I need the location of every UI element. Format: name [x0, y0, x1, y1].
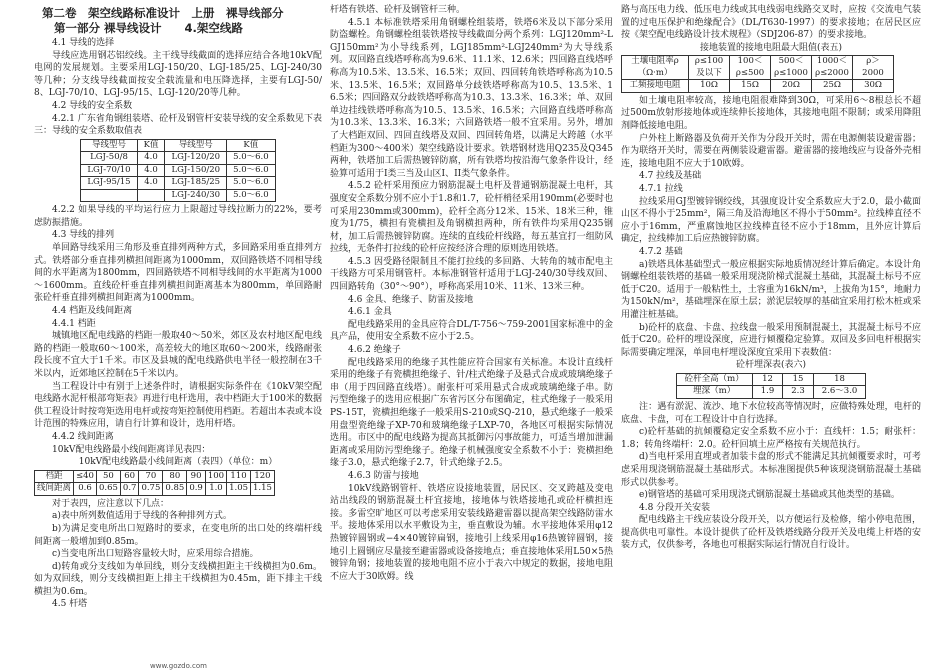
paragraph: 10kV线路钢管杆、铁塔应设接地装置，居民区、交叉跨越及变电站出线段的钢筋混凝土杆宜接地，接地体与铁塔接地孔或砼杆横担连接。多雷空旷地区可以考虑采用安装线路避雷器以提高架空线路防雷水平。接地体采用以水平敷设为主，垂直敷设为辅。水平接地体采用φ12热镀锌圆钢或−4×40镀锌扁钢，接地引上线采用φ16热镀锌圆钢，接地引上圆钢应尽量接至避雷器或设备接地点；垂直接地体采用L50×5热镀锌角钢；接地装置的接地电阻不应小于表六中规定的数据，接地电阻不应大于30欧姆。线 — [330, 483, 613, 582]
paragraph: e)钢管塔的基础可采用现浇式钢筋混凝土基础或其他类型的基础。 — [639, 490, 900, 501]
table-cell: ≤40 — [74, 470, 97, 483]
table-cell: 25Ω — [812, 80, 853, 93]
table-cell: 2.3 — [783, 386, 814, 399]
table-caption: 砼杆埋深表(表六) — [735, 360, 807, 371]
table-row — [81, 139, 275, 152]
table-caption: 10kV配电线路最小线间距离（表四）（单位：m） — [78, 457, 278, 468]
table-row — [35, 483, 275, 496]
table-cell — [137, 189, 165, 202]
paragraph: 户外柱上断路器及负荷开关作为分段开关时，需在电源侧装设避雷器；作为联络开关时，需要在两侧装设避雷器。避雷器的接地线应与设备外壳相连，接地电阻不应大于10欧姆。 — [621, 133, 921, 169]
paragraph: 路与高压电力线、低压电力线或其电线弱电线路交叉时，应按《交流电气装置的过电压保护和绝缘配合》（DL/T630-1997）的要求接地；在居民区应按《架空配电线路设计技术规程》（SDJ206-87）的要求接地。 — [621, 5, 921, 41]
table-row — [35, 470, 275, 483]
table-cell: 12 — [752, 373, 783, 386]
table-cell: 0.7 — [120, 483, 139, 496]
paragraph: 配电线路主干线应装设分段开关，以方便运行及检修，缩小停电范围，提高供电可靠性。本设计提供了砼杆及铁塔线路分段开关及电缆上杆塔的安装方式，仅供参考，各地也可根据实际运行情况自行设计。 — [621, 515, 921, 551]
table-cell: 80 — [163, 470, 187, 483]
footer-url: www.gozdo.com — [150, 662, 207, 670]
heading-4-6: 4.6 金具、绝缘子、防雷及接地 — [348, 294, 474, 305]
table-cell: 4.0 — [137, 177, 165, 190]
table-row — [622, 80, 894, 93]
paragraph: 4.5.1 本标准铁塔采用角钢螺栓组装塔，铁塔6米及以下部分采用防盗螺栓。角钢螺栓组装铁塔按导线截面分两个系列：LGJ120mm²-LGJ150mm²为小导线系列，LGJ185mm²-LGJ240mm²为大导线系列。双回路直线塔呼称高为9.6米、11.1米、12.6米；四回路直线塔呼称高为10.5米、13.5米、16.5米；双回、四回转角铁塔呼称高为10.5米、13.5米、16.5米；双回路单分歧铁塔呼称高为10.5、13.5米、16.5米；四回路双分歧铁塔呼称高为10.3、13.3米、16.3米；单、双回单边挂线铁塔呼称高为10.5、13.5米、16.5米；六回路直线塔呼称高为10.3米、13.3米、16.3米；六回路铁塔一般不宜采用。另外，增加了大档距双回、四回直线塔及双回、四回转角塔，以满足大跨越（水平档距为300～400米）架空线路设计要求。铁塔钢材选用Q235及Q345两种，铁塔加工后需热镀锌防腐，所有铁塔均按沿海气象条件设计，经验算可适用于I类三当及山区I、II类气象条件。 — [330, 17, 613, 179]
table-cell: 1.15 — [251, 483, 275, 496]
table-cell: LGJ-240/30 — [165, 189, 227, 202]
table-cell: 0.9 — [187, 483, 206, 496]
table-cell: 1000＜ρ≤2000 — [812, 56, 853, 80]
table-cell: 15 — [783, 373, 814, 386]
list-item: d)转角或分支线如为单回线，则分支线横担距主干线横担为0.6m。如为双回线，则分支线横担距上排主干线横担为0.45m，距下排主干线横担为0.6m。 — [34, 561, 322, 597]
paragraph: 4.2.2 如果导线的平均运行应力上限超过导线拉断力的22%，要考虑防振措施。 — [34, 205, 322, 228]
paragraph: a)铁塔具体基础型式一般应根据实际地质情况经计算后确定。本设计角钢螺栓组装铁塔的基础一般采用现浇阶梯式混凝土基础，其混凝土标号不应低于C20。适用于一般粘性土，土容重为16kN/m³，上拔角为15°，地耐力为150kN/m²，基础埋深在原土层；淤泥层较厚的基础宜采用打松木桩或采用灌注桩基础。 — [621, 259, 921, 320]
paragraph: d)当电杆采用直埋或者加装卡盘的形式不能满足其抗倾覆要求时，可考虑采用现浇钢筋混凝土基础形式。本标准图提供5种该现浇钢筋混凝土基础形式以供参考。 — [621, 452, 921, 488]
paragraph: 配电线路采用的金具应符合DL/T-756～759-2001国家标准中的金具产品，使用安全系数不应小于2.5。 — [330, 319, 613, 343]
table-cell: 4.0 — [137, 164, 165, 177]
line-spacing-table — [34, 470, 275, 496]
table-row — [81, 177, 275, 190]
table-cell: 5.0～6.0 — [227, 164, 276, 177]
table-cell: 100＜ρ≤500 — [730, 56, 771, 80]
table-cell: 工频接地电阻 — [622, 80, 689, 93]
table-cell: 1.05 — [227, 483, 251, 496]
table-cell: 埋深（m） — [676, 386, 752, 399]
list-item: a)表中所列数值适用于导线的各种排列方式。 — [52, 511, 232, 522]
table-cell: 100 — [205, 470, 226, 483]
table-cell: LGJ-120/20 — [165, 152, 227, 165]
table-cell: ρ≤100及以下 — [689, 56, 730, 80]
paragraph: 如土壤电阻率较高，接地电阻很难降到30Ω，可采用6～8根总长不超过500m放射形接地体或连续伸长接地体，其接地电阻不限制；或采用降阻剂降低接地电阻。 — [621, 95, 921, 132]
table-cell: 15Ω — [730, 80, 771, 93]
heading-4-8: 4.8 分段开关安装 — [639, 502, 711, 513]
table-cell: 90 — [187, 470, 206, 483]
heading-4-2: 4.2 导线的安全系数 — [52, 100, 133, 111]
table-cell: LGJ-95/15 — [81, 177, 137, 190]
table-cell: 500＜ρ≤1000 — [771, 56, 812, 80]
list-item: c)当变电所出口短路容量较大时，应采用综合措施。 — [52, 549, 259, 560]
paragraph: 单回路导线采用三角形及垂直排列两种方式，多回路采用垂直排列方式。铁塔部分垂直排列横担间距离为1000mm，双回路铁塔不同相导线间的水平距离为1800mm，四回路铁塔不同相导线间的水平距离为1000～1600mm。直线砼杆垂直排列横担间距离基本为800mm，单回路耐张砼杆垂直排列横担间距离为1000mm。 — [34, 243, 322, 304]
table-row — [81, 189, 275, 202]
safety-factor-table — [80, 139, 275, 203]
table-row — [622, 56, 894, 80]
table-cell: 2.6～3.0 — [813, 386, 866, 399]
table-row — [81, 164, 275, 177]
heading-4-4-2: 4.4.2 线间距离 — [52, 431, 114, 442]
heading-4-4: 4.4 档距及线间距离 — [52, 306, 133, 316]
table-caption: 接地装置的接地电阻最大阻值(表五) — [699, 42, 843, 53]
heading-4-3: 4.3 导线的排列 — [52, 230, 115, 241]
paragraph: 杆塔有铁塔、砼杆及钢管杆三种。 — [330, 5, 466, 15]
table-row — [81, 152, 275, 165]
pole-depth-table — [676, 373, 867, 399]
table-cell: 20Ω — [771, 80, 812, 93]
table-cell: 导线型号 — [165, 139, 227, 152]
table-cell: LGJ-150/20 — [165, 164, 227, 177]
paragraph: 4.5.3 因受路径限制且不能打拉线的多回路、大转角的城市配电主干线路方可采用钢管杆。本标准钢管杆适用于LGJ-240/30导线双回、四回路转角（30°～90°），呼称高采用10米、11米、13米三种。 — [330, 256, 613, 293]
table-cell: ρ＞2000 — [853, 56, 894, 80]
table-cell: 0.65 — [96, 483, 120, 496]
heading-4-6-2: 4.6.2 绝缘子 — [348, 345, 401, 356]
paragraph: 城镇地区配电线路的档距一般取40～50米，郊区及农村地区配电线路的档距一般取60～100米，高差较大的地区取60～200米，线路耐张段长度不宜大于1千米。市区及县城的配电线路供电半径一般控制在3千米以内，近郊地区控制在5千米以内。 — [34, 331, 322, 379]
heading-4-5: 4.5 杆塔 — [52, 599, 88, 610]
table-cell: 土壤电阻率ρ（Ω·m） — [622, 56, 689, 80]
paragraph: 对于表四，应注意以下几点： — [52, 498, 170, 509]
table-cell: 120 — [251, 470, 275, 483]
table-cell: 5.0～6.0 — [227, 189, 276, 202]
paragraph: 配电线路采用的绝缘子其性能应符合国家有关标准。本设计直线杆采用的绝缘子有瓷横担绝缘子、针/柱式绝缘子及悬式合成或玻璃绝缘子串（用于四回路直线塔）。耐张杆可采用悬式合成或玻璃绝缘子串。防污型绝缘子的选用应根据广东省污区分布图确定，柱式绝缘子一般采用PS-15T，瓷横担绝缘子一般采用S-210或SQ-210，悬式绝缘子一般采用盘型瓷绝缘子XP-70和玻璃绝缘子LXP-70，各地区可根据实际情况选用。市区中的配电线路为提高其抵御污闪事故能力，可适当增加泄漏距离或采用防污型绝缘子。绝缘子机械强度安全系数不小于：瓷横担绝缘子3.0，悬式绝缘子2.7，针式绝缘子2.5。 — [330, 357, 613, 469]
table-cell: 18 — [813, 373, 866, 386]
table-cell: 砼杆全高（m） — [676, 373, 752, 386]
page-title: 第二卷 架空线路标准设计 上册 裸导线部分 — [42, 6, 284, 20]
paragraph: 10kV配电线路最小线间距离详见表四： — [52, 444, 211, 455]
table-cell: K值 — [137, 139, 165, 152]
table-cell: 1.0 — [205, 483, 226, 496]
table-cell: 线间距离 — [35, 483, 74, 496]
heading-4-7-2: 4.7.2 基础 — [639, 247, 683, 257]
column-1 — [34, 0, 322, 611]
paragraph: 拉线采用GJ型镀锌钢绞线，其强度设计安全系数应大于2.0，最小截面山区不得小于25mm²，隔三角及沿海地区不得小于50mm²。拉线棒直径不应小于16mm，严重腐蚀地区拉线棒直径不应小于18mm，且外应计算后确定，拉线棒加工后应热镀锌防腐。 — [621, 196, 921, 245]
table-cell: LGJ-185/25 — [165, 177, 227, 190]
heading-4-4-1: 4.4.1 档距 — [52, 318, 96, 329]
heading-4-1: 4.1 导线的选择 — [52, 38, 115, 48]
list-item: b)为满足变电所出口短路时的要求，在变电所的出口处的终端杆线间距离一般增加到0.85m。 — [34, 523, 322, 547]
column-3 — [621, 0, 921, 552]
table-cell: 5.0～6.0 — [227, 152, 276, 165]
table-cell — [81, 189, 137, 202]
paragraph: b)砼杆的底盘、卡盘、拉线盘一般采用预制混凝土，其混凝土标号不应低于C20。砼杆的埋设深度，应进行倾覆稳定验算。双回及多回电杆根据实际需要确定埋深，单回电杆埋设深度宜采用下表数值： — [621, 322, 921, 358]
table-cell: 0.75 — [139, 483, 163, 496]
paragraph: 4.2.1 广东省角钢组装塔、砼杆及钢管杆安装导线的安全系数见下表三：导线的安全系数取值表 — [34, 113, 322, 137]
paragraph: 导线应选用钢芯铝绞线。主干线导线截面的选择应结合各地10kV配电网的发展规划。主要采用LGJ-150/20、LGJ-185/25、LGJ-240/30等几种；分支线导线截面按安全载流量和电压降选择，主要有LGJ-50/8、LGJ-70/10、LGJ-95/15、LGJ-120/20等几种。 — [34, 50, 322, 99]
table-cell: 1.9 — [752, 386, 783, 399]
heading-4-6-1: 4.6.1 金具 — [348, 307, 392, 318]
table-cell: 50 — [96, 470, 120, 483]
table-cell: 30Ω — [853, 80, 894, 93]
table-cell: 10Ω — [689, 80, 730, 93]
grounding-resistance-table — [621, 55, 894, 93]
heading-4-7: 4.7 拉线及基础 — [639, 171, 702, 182]
paragraph: 当工程设计中有别于上述条件时，请根据实际条件在《10kV架空配电线路水泥杆根部弯矩表》再进行电杆选用，表中档距大于100米的数据供工程设计时按弯矩选用电杆或按弯矩控制使用档距。若超出本表或本设计范围的特殊应用，请自行计算和设计，选用杆塔。 — [34, 381, 322, 430]
paragraph: 4.5.2 砼杆采用预应力钢筋混凝土电杆及普通钢筋混凝土电杆，其强度安全系数分别不应小于1.8和1.7，砼杆梢径采用190mm(必要时也可采用230mm或300mm)，砼杆全高分12米、15米、18米三种，锥度为1/75，横担有瓷横担及角钢横担两种，所有铁件均采用Q235钢材，加工后需热镀锌防腐。连续的直线砼杆线路，每五基宜打一组防风拉线，无条件打拉线的砼杆应按经济合理的原则选用铁塔。 — [330, 181, 613, 255]
table-cell: 档距 — [35, 470, 74, 483]
table-cell: 60 — [120, 470, 139, 483]
table-cell: 导线型号 — [81, 139, 137, 152]
table-cell: 0.6 — [74, 483, 97, 496]
section-title: 第一部分 裸导线设计 4.架空线路 — [54, 21, 243, 35]
table-cell: 70 — [139, 470, 163, 483]
heading-4-7-1: 4.7.1 拉线 — [639, 184, 683, 195]
heading-4-6-3: 4.6.3 防雷与接地 — [348, 470, 419, 481]
table-cell: 110 — [227, 470, 251, 483]
note: 注：遇有淤泥、流沙、地下水位较高等情况时，应做特殊处理，电杆的底盘、卡盘，可在工程设计中自行选择。 — [621, 401, 921, 425]
table-cell: 5.0～6.0 — [227, 177, 276, 190]
table-cell: 0.85 — [163, 483, 187, 496]
column-2 — [330, 0, 613, 583]
table-cell: LGJ-50/8 — [81, 152, 137, 165]
paragraph: c)砼杆基础的抗倾覆稳定安全系数不应小于：直线杆：1.5；耐张杆：1.8；转角终端杆：2.0。砼杆回填土应严格按有关规范执行。 — [621, 427, 921, 450]
table-row — [676, 386, 866, 399]
table-cell: K值 — [227, 139, 276, 152]
table-row — [676, 373, 866, 386]
table-cell: LGJ-70/10 — [81, 164, 137, 177]
table-cell: 4.0 — [137, 152, 165, 165]
